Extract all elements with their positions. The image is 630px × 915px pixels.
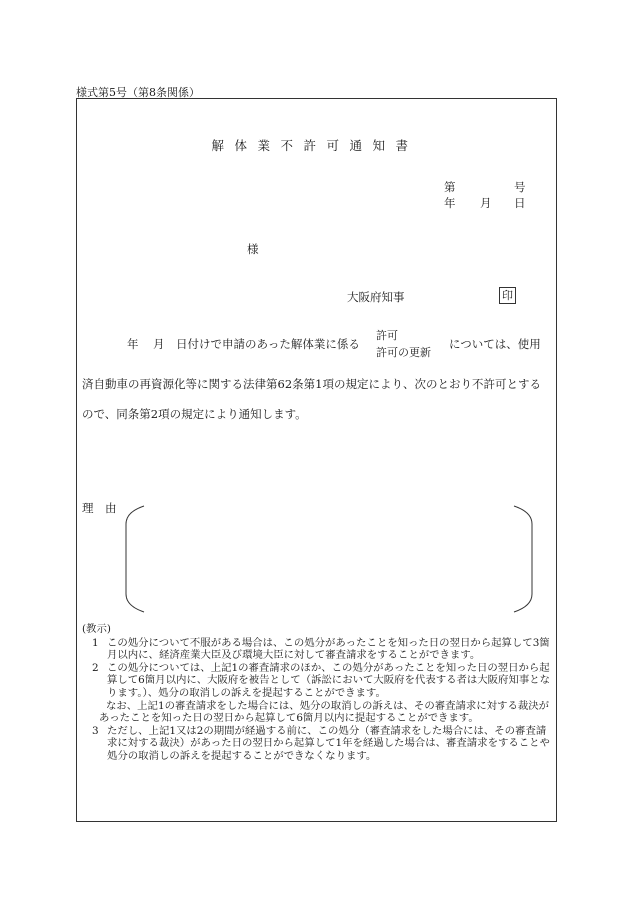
note-text: この処分について不服がある場合は、この処分があったことを知った日の翌日から起算して3箇月以内に、経済産業大臣及び環境大臣に対して審査請求をすることができます。 [107, 636, 550, 662]
seal-mark: 印 [499, 287, 516, 304]
note-number: 3 [92, 724, 99, 737]
body-date-year: 年 [127, 337, 139, 351]
note-item-1 [90, 637, 552, 662]
appeal-instructions [82, 623, 552, 763]
body-line1-end: については、使用 [449, 337, 541, 351]
issuer-name: 大阪府知事 [347, 290, 405, 304]
note-item-3 [90, 725, 552, 763]
permit-option-permit: 許可 [376, 329, 398, 342]
body-line1-mid: 日付けで申請のあった解体業に係る [176, 337, 360, 351]
note-text: この処分については、上記1の審査請求のほか、この処分があったことを知った日の翌日から起算して6箇月以内に、大阪府を被告として（訴訟において大阪府を代表する者は大阪府知事となります。）、処分の取消しの訴えを提起することができます。 [107, 661, 551, 699]
note-text: ただし、上記1又は2の期間が経過する前に、この処分（審査請求をした場合には、その審査請求に対する裁決）があった日の翌日から起算して1年を経過した場合は、審査請求をすることや処分の取消しの訴えを提起することができなくなります。 [107, 724, 550, 762]
reason-label: 理 由 [82, 501, 117, 515]
permit-type-options [376, 327, 431, 361]
number-prefix: 第 [444, 180, 456, 194]
date-month: 月 [480, 196, 492, 210]
body-line-3: ので、同条第2項の規定により通知します。 [82, 407, 307, 421]
addressee-suffix: 様 [247, 242, 259, 256]
date-year: 年 [444, 196, 456, 210]
note-number: 1 [92, 636, 99, 649]
note-item-2-supplement: なお、上記1の審査請求をした場合には、処分の取消しの訴えは、その審査請求に対する裁決があったことを知った日の翌日から起算して6箇月以内に提起することができます。 [99, 699, 550, 725]
notes-heading: (教示) [82, 623, 111, 635]
note-item-2 [90, 662, 552, 700]
note-number: 2 [92, 661, 99, 674]
date-day: 日 [514, 196, 526, 210]
body-date-month: 月 [153, 337, 165, 351]
permit-option-renewal: 許可の更新 [376, 346, 431, 359]
form-number: 様式第5号（第8条関係） [76, 86, 200, 99]
number-suffix: 号 [514, 180, 526, 194]
body-line-2: 済自動車の再資源化等に関する法律第62条第1項の規定により、次のとおり不許可とする [82, 377, 541, 391]
reason-bracket [118, 504, 540, 614]
document-title: 解体業不許可通知書 [211, 138, 419, 153]
